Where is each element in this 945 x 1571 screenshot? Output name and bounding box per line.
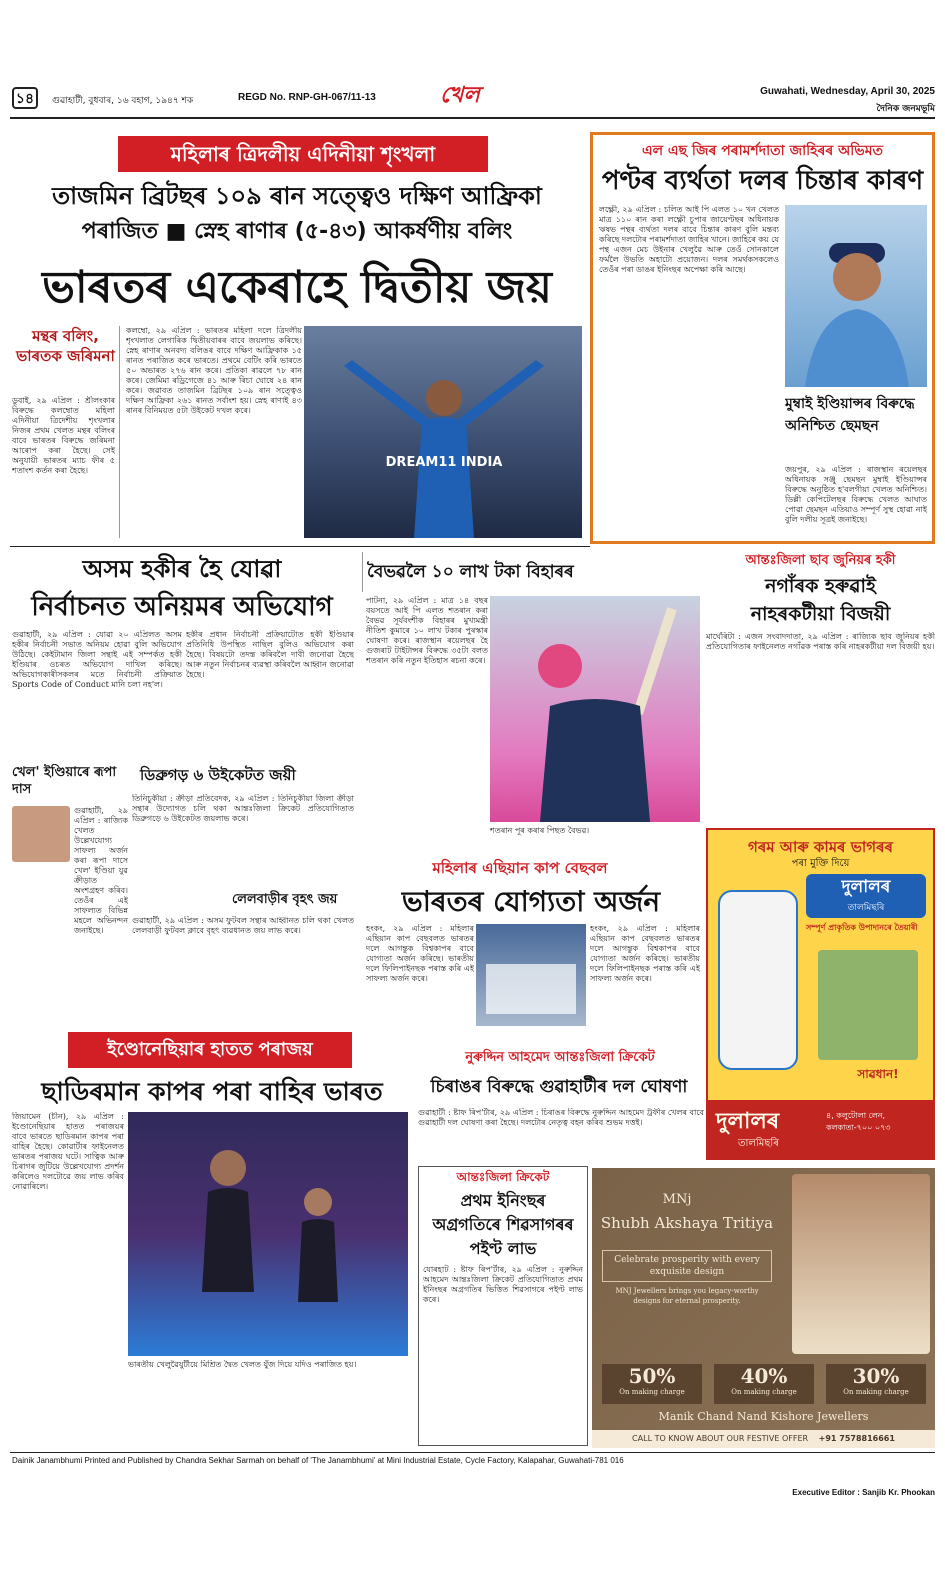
- dulal-ad[interactable]: [706, 828, 935, 1160]
- indonesia-photo: [128, 1112, 408, 1356]
- dulal-ad-foot-brand: দুলালৰ: [716, 1109, 780, 1134]
- registration-number: REGD No. RNP-GH-067/11-13: [238, 92, 376, 103]
- mnj-offer-1-value: 50%: [628, 1364, 676, 1388]
- bihar-headline: বৈভৱলৈ ১০ লাখ টকা বিহাৰৰ: [362, 552, 592, 592]
- dulal-ad-top: গৰম আৰু কামৰ ভাগৰৰ: [748, 838, 893, 856]
- mnj-store: Manik Chand Nand Kishore Jewellers: [658, 1410, 869, 1423]
- shira-headline-3: পইণ্ট লাভ: [469, 1239, 537, 1258]
- footer-rule: [10, 1452, 935, 1453]
- asia-body-left: হংকং, ২৯ এপ্ৰিল : মহিলাৰ এছিয়ান কাপ বেছবলত ভাৰতৰ দলে আগন্তুক বিশ্বকাপৰ বাবে যোগ্যতা অৰ্জন কৰিছে। ভাৰতীয় দলে ফিলিপাইনছক পৰাস্ত কৰি এই সাফল্য অৰ্জন কৰে।: [366, 924, 474, 983]
- adviser-kicker: এল এছ জিৰ পৰামৰ্শদাতা জাহিৰৰ অভিমত: [641, 143, 884, 159]
- paper-name: দৈনিক জনমভূমি: [876, 104, 935, 114]
- khel-india-box: [12, 764, 128, 1026]
- dulal-ad-address: ৪, কলুটোলা লেন, কলকাতা-৭০০ ০৭৩: [826, 1111, 891, 1132]
- asia-body-right: হংকং, ২৯ এপ্ৰিল : মহিলাৰ এছিয়ান কাপ বেছবলত ভাৰতৰ দলে আগন্তুক বিশ্বকাপৰ বাবে যোগ্যতা অৰ্জন কৰিছে। ভাৰতীয় দলে ফিলিপাইনছক পৰাস্ত কৰি এই সাফল্য অৰ্জন কৰে।: [590, 924, 700, 983]
- lead-photo: [304, 326, 582, 538]
- shira-box: [418, 1166, 588, 1446]
- lead-deck-line2: পৰাজিত ■ স্নেহ ৰাণাৰ (৫-৪৩) আকৰ্ষণীয় বলিং: [81, 219, 513, 244]
- mnj-call-text: CALL TO KNOW ABOUT OUR FESTIVE OFFER: [632, 1434, 809, 1443]
- asia-headline: ভাৰতৰ যোগ্যতা অৰ্জন: [401, 885, 661, 918]
- mnj-offer-1-note: On making charge: [619, 1388, 685, 1396]
- mnj-offer-3-value: 30%: [852, 1364, 900, 1388]
- footer-editor: Executive Editor : Sanjib Kr. Phookan: [792, 1488, 935, 1497]
- adviser-body: লক্ষ্ণৌ, ২৯ এপ্ৰিল : চলিত আই পি এলত ১০ খন খেলত মাত্ৰ ১১০ ৰান কৰা লক্ষ্ণৌ চুপাৰ জায়েণ্টছৰ অধিনায়ক ঋষভ পন্থৰ ব্যৰ্থতা দলৰ বাবে চিন্তাৰ কাৰণ বুলি মন্তব্য কৰিছে দলটোৰ পৰামৰ্শদাতা জাহিৰ খানে। জাহিৰে কয় যে পন্থ এজন মেচ উইনাৰ খেলুৱৈ আৰু তেওঁ সোনকালে ফৰ্মলৈ উভতি অহাটো প্ৰয়োজন। দলৰ সমৰ্থকসকলেও তেওঁৰ পৰা ডাঙৰ ইনিংছৰ অপেক্ষা কৰি আছে।: [599, 205, 779, 274]
- mnj-line1: Celebrate prosperity with every exquisite design: [602, 1250, 772, 1282]
- lead-body: কলম্বো, ২৯ এপ্ৰিল : ভাৰতৰ মহিলা দলে ত্ৰিদলীয় শৃংখলাত লেগাৰিক দ্বিতীয়বাৰৰ বাবে জয়লাভ কৰিছে। স্নেহ ৰাণাৰ অনবদ্য বলিঙৰ বাবে দক্ষিণ আফ্ৰিকাক ১৫ ৰানত পৰাজিত কৰে ভাৰতে। প্ৰথমে বেটিং কৰি ভাৰতে ৫০ অভাৰত ২৭৬ ৰান কৰে। প্ৰতিকা ৰাৱলে ৭৮ ৰান কৰে। জেমিমা ৰড্ৰিগেজে ৪১ আৰু ৰিচা ঘোষে ২৪ ৰান কৰে। জৱাবত তাজমিন ব্ৰিটছৰ ১০৯ ৰান সত্ত্বেও দক্ষিণ আফ্ৰিকা ২৬১ ৰানত সৰ্বাংশ হয়। স্নেহ ৰাণাই ৪৩ ৰানৰ বিনিময়ত ৫টা উইকেট দখল কৰে।: [126, 326, 302, 415]
- dulal-ad-footer: [708, 1100, 933, 1158]
- asia-photo: [476, 924, 586, 1026]
- dulal-ad-brand-sub: তালমিছৰি: [847, 903, 885, 913]
- khel-india-portrait: [12, 806, 70, 862]
- shira-headline-1: প্ৰথম ইনিংছৰ: [460, 1191, 546, 1210]
- dulal-ad-sub: পৰা মুক্তি দিয়ে: [791, 858, 850, 869]
- indonesia-headline: ছাডিৰমান কাপৰ পৰা বাহিৰ ভাৰত: [41, 1077, 383, 1106]
- khel-india-body: গুৱাহাটী, ২৯ এপ্ৰিল : ৰাজ্যিক খেলত উল্লেখযোগ্য সাফল্য অৰ্জন কৰা ৰূপা দাসে খেল' ইণ্ডিয়া যুৱ ক্ৰীড়াত অংশগ্ৰহণ কৰিব। তেওঁৰ এই সাফল্যত বিভিন্ন মহলে অভিনন্দন জনাইছে।: [74, 806, 128, 935]
- side-left-headline: মন্থৰ বলিং, ভাৰতক জৰিমনা: [16, 327, 115, 365]
- adviser-headline: পণ্টৰ ব্যৰ্থতা দলৰ চিন্তাৰ কাৰণ: [601, 166, 924, 196]
- masthead-rule: [10, 117, 935, 119]
- shira-headline-2: অগ্ৰগতিৰে শিৱসাগৰৰ: [432, 1215, 574, 1234]
- mumbai-headline: মুম্বাই ইণ্ডিয়ান্সৰ বিৰুদ্ধে অনিশ্চিত ছেমছন: [785, 396, 915, 434]
- indonesia-body: জিয়ামেন (চীন), ২৯ এপ্ৰিল : ইণ্ডোনেছিয়াৰ হাতত পৰাজয়ৰ বাবে ভাৰতে ছাডিৰমান কাপৰ পৰা বাহিৰ হৈছে। কোৱাৰ্টাৰ ফাইনেলত ভাৰতৰ পৰাজয় ঘটে। সাত্বিক আৰু চিৰাগৰ জুটিয়ে উল্লেখযোগ্য প্ৰদৰ্শন কৰিলেও দলটোৱে জয় লাভ কৰিব নোৱাৰিলে।: [12, 1112, 124, 1191]
- adviser-photo: [785, 205, 927, 387]
- hockey-body-2: হকীৰ প্ৰধান নিৰ্বাচনী প্ৰক্ৰিয়াটোত হকী ইণ্ডিয়াৰ প্ৰতিনিধি উপস্থিত নাছিল বুলিও অভিযোগ কৰা হৈছে। বিষয়টো তদন্ত কৰিবলৈ দাবী জনোৱা হৈছে আৰু নতুন নিৰ্বাচনৰ ব্যৱস্থা কৰিবলৈ আহ্বান জনোৱা হৈছে।: [186, 630, 354, 679]
- lalbadi-body: গুৱাহাটী, ২৯ এপ্ৰিল : অসম ফুটবল সন্থাৰ আহ্বানত চলি থকা খেলত লেলবাড়ী ফুটবল ক্লাবে বৃহৎ ব্যৱধানত জয় লাভ কৰে।: [132, 916, 354, 935]
- dulal-ad-warning: সাৱধান!: [857, 1067, 899, 1081]
- cricket-nurul-kicker: নুৰুদ্দিন আহমেদ আন্তঃজিলা ক্ৰিকেট: [465, 1050, 655, 1065]
- khel-logo: খেল: [440, 83, 480, 108]
- lead-bottom-rule: [10, 546, 590, 547]
- dulal-ad-brand-box: [806, 874, 926, 918]
- bihar-photo: [490, 596, 700, 822]
- mnj-call-bar: [592, 1430, 935, 1448]
- dibrugarh-body: তিনিচুকীয়া : ক্ৰীড়া প্ৰতিবেদক, ২৯ এপ্ৰিল : তিনিচুকীয়া জিলা ক্ৰীড়া সন্থাৰ উদ্যোগত চলি থকা আন্তঃজিলা ক্ৰিকেট প্ৰতিযোগিতাত ডিব্ৰুগড়ে ৬ উইকেটত জয়লাভ কৰে।: [132, 794, 354, 823]
- batsman-celebration-image: [490, 596, 700, 822]
- side-left-body: ডুবাই, ২৯ এপ্ৰিল : শ্ৰীলংকাৰ বিৰুদ্ধে কলম্বোত মহিলা এদিনীয়া ত্ৰিদেশীয় শৃংখলাৰ নিজৰ প্ৰথম খেলত মন্থৰ বলিংৰ বাবে ভাৰতৰ বিৰুদ্ধে জৰিমনা আৰোপ কৰা হৈছে। সেই অনুযায়ী ভাৰতৰ ম্যাচ ফীৰ ৫ শতাংশ কৰ্তন কৰা হৈছে।: [12, 396, 115, 475]
- footer-imprint: Dainik Janambhumi Printed and Published by Chandra Sekhar Sarmah on behalf of 'The Janambhumi' at Mini Industrial Estate, Cycle Factory, Kalapahar, Guwahati-781 016: [12, 1456, 624, 1465]
- cricket-nurul-headline: চিৰাঙৰ বিৰুদ্ধে গুৱাহাটীৰ দল ঘোষণা: [430, 1077, 688, 1097]
- cricket-nurul-body: গুৱাহাটী : ষ্টাফ ৰিপ'ৰ্টাৰ, ২৯ এপ্ৰিল : চিৰাঙৰ বিৰুদ্ধে নুৰুদ্দিন আহমেদ ট্ৰফীৰ খেলৰ বাবে গুৱাহাটী দল ঘোষণা কৰা হৈছে। দলটোৰ নেতৃত্ব বহন কৰিব শুভম দত্তই।: [418, 1108, 704, 1127]
- khel-india-headline: খেল' ইণ্ডিয়াৰে ৰূপা দাস: [12, 765, 117, 797]
- mnj-offer-1: [602, 1364, 702, 1404]
- page-number: ১৪: [12, 87, 38, 109]
- mnj-phone[interactable]: +91 7578816661: [818, 1434, 895, 1443]
- masthead: [10, 84, 935, 114]
- mnj-ad[interactable]: [592, 1168, 935, 1448]
- junior-hockey-box: [706, 550, 935, 820]
- junior-hockey-headline-1: নগাঁৰক হৰুৱাই: [765, 575, 876, 597]
- lead-kicker: মহিলাৰ ত্ৰিদলীয় এদিনীয়া শৃংখলা: [118, 136, 488, 172]
- mnj-title: Shubh Akshaya Tritiya: [600, 1214, 774, 1232]
- lalbadi-headline: লেলবাড়ীৰ বৃহৎ জয়: [232, 892, 338, 907]
- dibrugarh-box: [132, 764, 354, 1026]
- bihar-body: পাটনা, ২৯ এপ্ৰিল : মাত্ৰ ১৪ বছৰ বয়সতে আই পি এলত শতৰান কৰা বৈভৱ সূৰ্যবংশীক বিহাৰৰ মুখ্যমন্ত্ৰী নীতিশ কুমাৰে ১০ লাখ টকাৰ পুৰস্কাৰ ঘোষণা কৰে। ৰাজস্থান ৰয়েলছৰ হৈ গুজৰাট টাইটান্সৰ বিৰুদ্ধে ৩৫টা বলত শতৰান কৰি নতুন ইতিহাস ৰচনা কৰে।: [366, 596, 488, 665]
- shira-body: যোৰহাট : ষ্টাফ ৰিপ'ৰ্টাৰ, ২৯ এপ্ৰিল : নুৰুদ্দিন আহমেদ আন্তঃজিলা ক্ৰিকেট প্ৰতিযোগিতাত প্ৰথম ইনিংছৰ অগ্ৰগতিৰ ভিত্তিত শিৱসাগৰে পইণ্ট লাভ কৰে।: [423, 1265, 583, 1304]
- mnj-offer-2: [714, 1364, 814, 1404]
- player-portrait-image: [785, 205, 927, 387]
- dulal-ad-tag: সম্পূৰ্ণ প্ৰাকৃতিক উপাদানৰে তৈয়াৰী: [806, 923, 918, 932]
- indonesia-caption: ভাৰতীয় খেলুৱৈযুটীয়ে মিশ্ৰিত দ্বৈত খেলত যুঁজ দিয়ে যদিও পৰাজিত হয়।: [128, 1360, 357, 1369]
- bihar-photo-caption: শতৰান পূৰ কৰাৰ পিছত বৈভৱ।: [490, 826, 590, 835]
- mnj-offer-2-value: 40%: [740, 1364, 788, 1388]
- dulal-ad-brand: দুলালৰ: [841, 877, 891, 897]
- cricketer-celebration-image: [304, 326, 582, 538]
- mnj-model-image: [792, 1174, 930, 1354]
- badminton-players-image: [128, 1112, 408, 1356]
- mnj-offer-3: [826, 1364, 926, 1404]
- mumbai-body: জয়পুৰ, ২৯ এপ্ৰিল : ৰাজস্থান ৰয়েলছৰ অধিনায়ক সঞ্জু ছেমছন মুম্বাই ইণ্ডিয়ান্সৰ বিৰুদ্ধে অনুষ্ঠিত হ'বলগীয়া খেলত অনিশ্চিত। ডিল্লী কেপিটেলছৰ বিৰুদ্ধে খেলত আঘাত পোৱা ছেমছন এতিয়াও সম্পূৰ্ণ সুস্থ হোৱা নাই বুলি দলীয় সূত্ৰই জনাইছে।: [785, 465, 927, 524]
- junior-hockey-kicker: আন্তঃজিলা ছাব জুনিয়ৰ হকী: [745, 553, 896, 568]
- junior-hockey-body: মাৰ্ঘেৰিটা : এজন সংবাদদাতা, ২৯ এপ্ৰিল : ৰাজ্যিক ছাব জুনিয়ৰ হকী প্ৰতিযোগিতাৰ ফাইনেলত নগাঁৱক পৰাস্ত কৰি নাহৰকটীয়া দল বিজয়ী হয়।: [706, 632, 935, 651]
- mnj-offer-3-note: On making charge: [843, 1388, 909, 1396]
- dulal-ad-foot-sub: তালমিছৰি: [738, 1138, 779, 1149]
- baseball-team-image: [476, 924, 586, 1026]
- dulal-jar-image: [718, 890, 798, 1070]
- masthead-date-english: Guwahati, Wednesday, April 30, 2025: [760, 86, 935, 97]
- adviser-box: [590, 132, 935, 544]
- dibrugarh-headline: ডিব্ৰুগড় ৬ উইকেটত জয়ী: [140, 766, 296, 784]
- masthead-date-assamese: গুৱাহাটী, বুধবাৰ, ১৬ বহাগ, ১৯৪৭ শক: [52, 96, 194, 106]
- hockey-headline-1: অসম হকীৰ হৈ যোৱা: [82, 555, 282, 583]
- mnj-brand: MNj: [662, 1192, 692, 1207]
- lead-deck-line1: তাজমিন ব্ৰিটছৰ ১০৯ ৰান সত্ত্বেও দক্ষিণ আফ্ৰিকা: [52, 182, 542, 210]
- indonesia-kicker: ইণ্ডোনেছিয়াৰ হাতত পৰাজয়: [68, 1032, 352, 1068]
- asia-kicker: মহিলাৰ এছিয়ান কাপ বেছবল: [432, 859, 608, 877]
- side-left-box: [12, 326, 120, 538]
- hockey-headline-2: নিৰ্বাচনত অনিয়মৰ অভিযোগ: [31, 592, 333, 622]
- mnj-line2: MNJ Jewellers brings you legacy-worthy designs for eternal prosperity.: [615, 1287, 759, 1305]
- hockey-body-1: গুৱাহাটী, ২৯ এপ্ৰিল : যোৱা ২০ এপ্ৰিলত অসম হকীৰ নিৰ্বাচনী সভাত অনিয়ম হোৱা বুলি অভিযোগ উঠিছে। কেইটামান জিলা সন্থাই এই সম্পৰ্কত হকী ইণ্ডিয়াৰ ওচৰত অভিযোগ দাখিল কৰিছে। অভিযোগকাৰীসকলৰ মতে নিৰ্বাচনী প্ৰক্ৰিয়াত Sports Code of Conduct মানি চলা নহ'ল।: [12, 630, 182, 689]
- jersey-text: DREAM11 INDIA: [385, 455, 503, 470]
- dulal-jogger-image: [818, 950, 918, 1060]
- junior-hockey-headline-2: নাহৰকটীয়া বিজয়ী: [750, 603, 891, 625]
- lead-headline: ভাৰতৰ একেৰাহে দ্বিতীয় জয়: [42, 262, 552, 313]
- mnj-offer-2-note: On making charge: [731, 1388, 797, 1396]
- shira-kicker: আন্তঃজিলা ক্ৰিকেট: [456, 1170, 550, 1184]
